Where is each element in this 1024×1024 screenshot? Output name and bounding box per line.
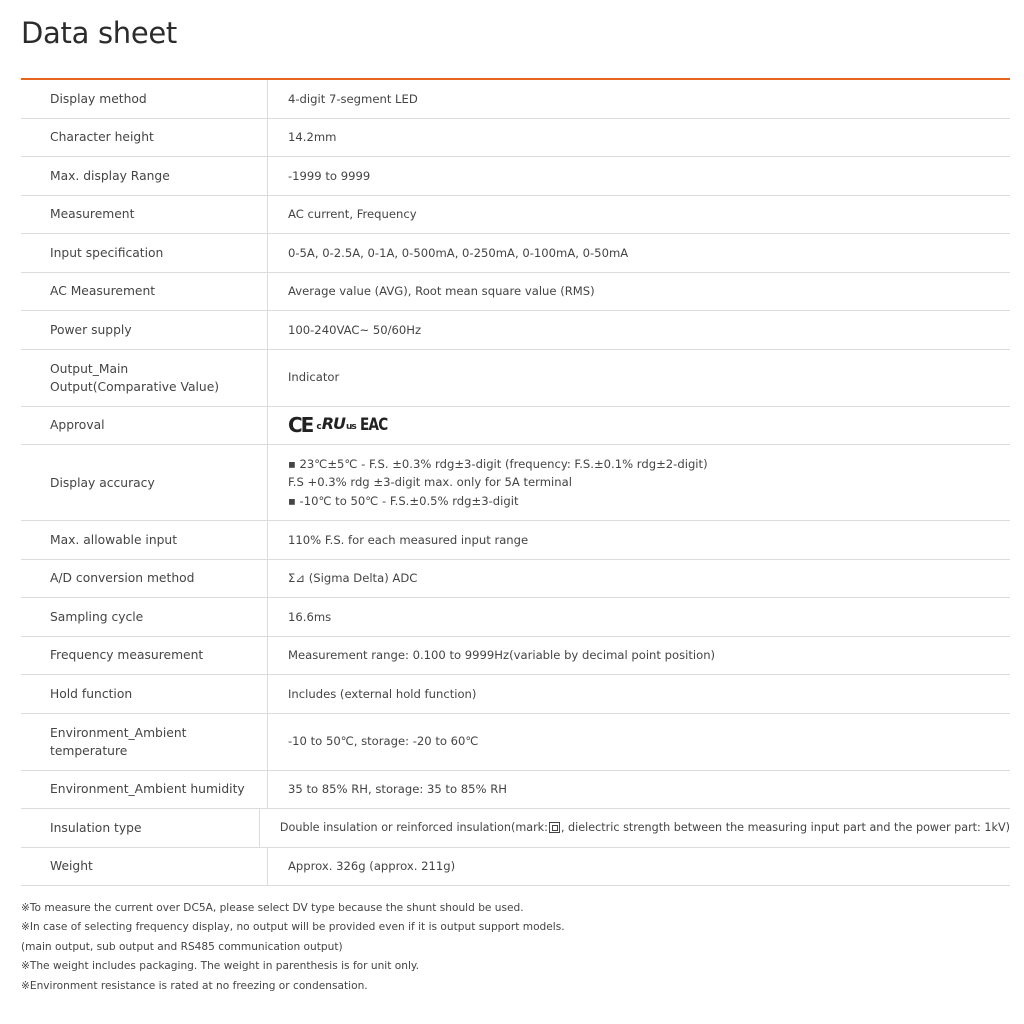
spec-label: Frequency measurement: [21, 637, 268, 675]
spec-label: Max. allowable input: [21, 521, 268, 559]
footnotes: [21, 899, 565, 996]
spec-label-line: temperature: [50, 743, 128, 758]
spec-value: -10 to 50℃, storage: -20 to 60℃: [288, 734, 479, 749]
spec-table: [21, 78, 1010, 886]
spec-value: Measurement range: 0.100 to 9999Hz(variable by decimal point position): [288, 648, 716, 662]
spec-row-hold-function: [21, 675, 1010, 714]
spec-label: Approval: [21, 407, 268, 445]
spec-label-line: Output(Comparative Value): [50, 379, 220, 394]
spec-row-measurement: [21, 196, 1010, 235]
spec-label: Hold function: [21, 675, 268, 713]
spec-value: 110% F.S. for each measured input range: [288, 532, 529, 547]
spec-label: Max. display Range: [21, 157, 268, 195]
spec-value: 35 to 85% RH, storage: 35 to 85% RH: [288, 782, 507, 796]
spec-row-display-accuracy: [21, 445, 1010, 521]
spec-label: Weight: [21, 848, 268, 886]
spec-row-input-specification: [21, 234, 1010, 273]
spec-row-sampling-cycle: [21, 598, 1010, 637]
spec-value: 16.6ms: [288, 609, 332, 624]
spec-label: [21, 350, 268, 406]
spec-label: Character height: [21, 119, 268, 157]
spec-label: [21, 714, 268, 770]
page-title: Data sheet: [21, 16, 178, 50]
spec-value: 14.2mm: [288, 130, 337, 144]
spec-row-ac-measurement: [21, 273, 1010, 312]
spec-row-approval: [21, 407, 1010, 446]
spec-value-line: ▪ 23℃±5℃ - F.S. ±0.3% rdg±3-digit (frequency: F.S.±0.1% rdg±2-digit): [288, 456, 708, 471]
spec-value: [268, 445, 1010, 520]
ce-mark-icon: CE: [288, 413, 313, 437]
spec-row-output: [21, 350, 1010, 407]
spec-label: Input specification: [21, 234, 268, 272]
spec-value: Average value (AVG), Root mean square value (RMS): [288, 284, 595, 298]
spec-value: Includes (external hold function): [288, 686, 477, 701]
spec-label: Insulation type: [21, 809, 260, 847]
spec-row-max-allowable-input: [21, 521, 1010, 560]
eac-mark-icon: EAC: [359, 415, 388, 435]
spec-value-line: F.S +0.3% rdg ±3-digit max. only for 5A terminal: [288, 475, 572, 490]
spec-value: 0-5A, 0-2.5A, 0-1A, 0-500mA, 0-250mA, 0-100mA, 0-50mA: [288, 245, 629, 260]
spec-row-display-method: [21, 80, 1010, 119]
spec-row-power-supply: [21, 311, 1010, 350]
spec-label-line: Output_Main: [50, 361, 129, 376]
spec-row-frequency-measurement: [21, 637, 1010, 676]
spec-label: Display method: [21, 80, 268, 118]
spec-value: [268, 407, 1010, 445]
spec-row-ad-conversion: [21, 560, 1010, 599]
spec-value: -1999 to 9999: [288, 168, 371, 183]
spec-label: AC Measurement: [21, 273, 268, 311]
spec-value-line: ▪ -10℃ to 50℃ - F.S.±0.5% rdg±3-digit: [288, 493, 519, 508]
spec-value: Double insulation or reinforced insulation(mark: , dielectric strength between the measuring input part and the power part: 1kV): [279, 820, 1010, 834]
spec-label: Measurement: [21, 196, 268, 234]
footnote: ※To measure the current over DC5A, please select DV type because the shunt should be used.: [21, 902, 524, 914]
spec-row-weight: [21, 848, 1010, 887]
spec-label: Environment_Ambient humidity: [21, 771, 268, 809]
spec-value: Approx. 326g (approx. 211g): [288, 859, 456, 873]
footnote: ※The weight includes packaging. The weight in parenthesis is for unit only.: [21, 960, 420, 973]
spec-row-character-height: [21, 119, 1010, 158]
spec-row-insulation-type: [21, 809, 1010, 848]
double-insulation-icon: [549, 822, 560, 833]
spec-value: AC current, Frequency: [288, 207, 417, 221]
spec-label: Sampling cycle: [21, 598, 268, 636]
footnote: (main output, sub output and RS485 communication output): [21, 940, 343, 953]
spec-label: A/D conversion method: [21, 560, 268, 598]
spec-value: 100-240VAC~ 50/60Hz: [288, 322, 422, 337]
approval-marks: [288, 415, 394, 437]
footnote: ※In case of selecting frequency display, no output will be provided even if it is output support models.: [21, 921, 565, 934]
spec-label-line: Environment_Ambient: [50, 725, 187, 740]
spec-row-ambient-humidity: [21, 771, 1010, 810]
spec-value: Σ⊿ (Sigma Delta) ADC: [288, 571, 418, 585]
spec-value: Indicator: [288, 370, 340, 385]
ul-mark-icon: c RU us: [316, 413, 356, 433]
spec-row-ambient-temperature: [21, 714, 1010, 771]
spec-label: Display accuracy: [21, 445, 268, 520]
spec-label: Power supply: [21, 311, 268, 349]
spec-value: 4-digit 7-segment LED: [288, 91, 418, 106]
spec-row-max-display-range: [21, 157, 1010, 196]
footnote: ※Environment resistance is rated at no freezing or condensation.: [21, 979, 368, 992]
